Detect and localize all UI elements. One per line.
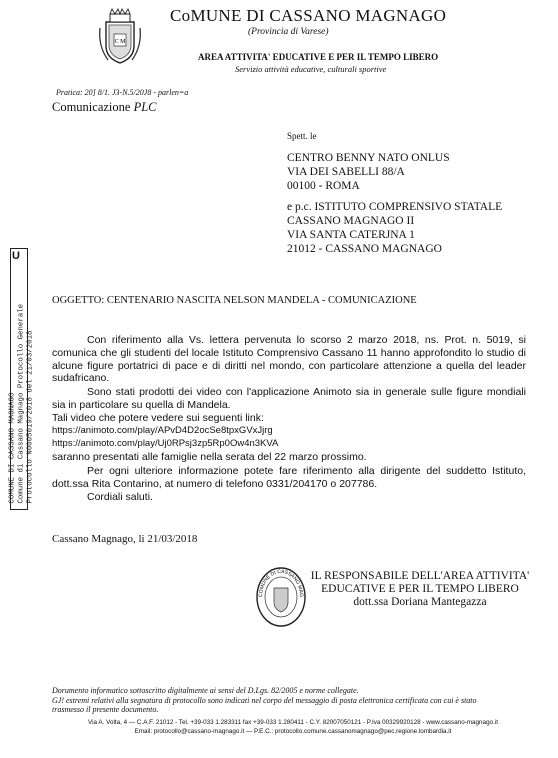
protocol-stamp-text (9, 260, 36, 504)
crest-letters: C M (114, 39, 126, 45)
body-paragraph-3: Tali video che potere vedere sui seguenti link: (52, 412, 264, 424)
video-link-1[interactable]: https://animoto.com/play/APvD4D2ocSe8tpxGVxJjrg (52, 425, 273, 436)
municipal-crest-icon (96, 6, 144, 66)
protocol-stamp-letter: U (12, 250, 20, 262)
closing-greeting: Cordiali saluti. (87, 491, 153, 503)
signature-title-2: EDUCATIVE E PER IL TEMPO LIBERO (321, 583, 519, 595)
recipient-line: 00100 - ROMA (287, 180, 360, 192)
cc-line: VIA SANTA CATERJNA 1 (287, 229, 415, 241)
area-label: AREA ATTIVITA' EDUCATIVE E PER IL TEMPO LIBERO (198, 52, 439, 62)
contact-footer (48, 718, 538, 736)
body-paragraph-5: Per ogni ulteriore informazione potete fare riferimento alla dirigente del suddetto Istituto, dott.ssa Rita Contarino, at numero di telefono 0331/204170 o 207786. (52, 465, 526, 490)
subject-line: OGGETTO: CENTENARIO NASCITA NELSON MANDELA - COMUNICAZIONE (52, 295, 417, 306)
footnote-line: trasmesso il presente documento. (52, 705, 159, 714)
date-line: Cassano Magnago, li 21/03/2018 (52, 533, 198, 545)
digital-signature-note (52, 686, 477, 715)
cc-line: 21012 - CASSANO MAGNAGO (287, 243, 442, 255)
stamp-line: Protocollo N0005019/2018 del 21/03/2018 (26, 330, 35, 504)
cc-line: e p.c. ISTITUTO COMPRENSIVO STATALE (287, 201, 503, 213)
province-label: (Provincia di Varese) (248, 27, 329, 37)
recipient-address (287, 151, 450, 193)
signature-block (300, 570, 540, 609)
cc-line: CASSANO MAGNAGO II (287, 215, 415, 227)
footnote-line: Dorumento informatico sottoscritto digitalmente ai sensi del D.Lgs. 82/2005 e norme collegate. (52, 686, 359, 695)
municipality-title: CoMUNE DI CASSANO MAGNAGO (170, 6, 447, 25)
signature-title-1: IL RESPONSABILE DELL'AREA ATTIVITA' (310, 570, 530, 582)
recipient-line: CENTRO BENNY NATO ONLUS (287, 152, 450, 164)
video-link-2[interactable]: https://animoto.com/play/Uj0RPsj3zp5Rp0Ow4n3KVA (52, 438, 279, 449)
communication-code: PLC (133, 100, 157, 114)
communication-type (52, 100, 157, 115)
seal-text: COMUNE DI CASSANO MAG (257, 568, 305, 598)
service-label: Servizio attività educative, culturali sportive (235, 64, 387, 74)
footer-address-line: Via A. Volta, 4 — C.A.F. 21012 - Tel. +39-033 1.283311 fax +39-033 1.280411 - C.Y. 82007050121 - P.Iva 00329920128 - www.cassano-magnago.it (88, 719, 498, 726)
stamp-line: COMUNE DI CASSANO MAGNAGO (8, 392, 17, 504)
body-paragraph-1: Con riferimento alla Vs. lettera pervenuta lo scorso 2 marzo 2018, ns. Prot. n. 5019, si comunica che gli studenti del locale Istituto Comprensivo Cassano 11 hanno approfondito lo studio di alcune figure portatrici di pace e di diritti nel mondo, con particolare attenzione a quella del leader sudafricano. (52, 334, 526, 385)
footer-email-line: Email: protocollo@cassano-magnago.it — P.E.C.: protocollo.comune.cassanomagnago@pec.regione.lombardia.it (134, 728, 452, 735)
recipient-line: VIA DEI SABELLI 88/A (287, 166, 405, 178)
salutation: Spett. le (287, 131, 317, 141)
pratica-reference: Pratica: 20] 8/1. J3-N.5/20J8 - parlen=a (56, 88, 189, 97)
footnote-line: GJ! estremi relativi alla segnatura di protocollo sono indicati nel corpo del messaggio di posta elettronica certificata con cui è stato (52, 695, 477, 705)
stamp-line: Comune di Cassano Magnago Protocollo Generale (17, 303, 26, 504)
communication-label: Comunicazione (52, 100, 134, 114)
cc-address (287, 200, 502, 256)
body-paragraph-2: Sono stati prodotti dei video con l'applicazione Animoto sia in generale sulle figure mondiali sia in particolare su quella di Mandela. (52, 386, 526, 411)
body-paragraph-4: saranno presentati alle famiglie nella serata del 22 marzo prossimo. (52, 451, 367, 463)
signature-name: dott.ssa Doriana Mantegazza (353, 596, 487, 608)
